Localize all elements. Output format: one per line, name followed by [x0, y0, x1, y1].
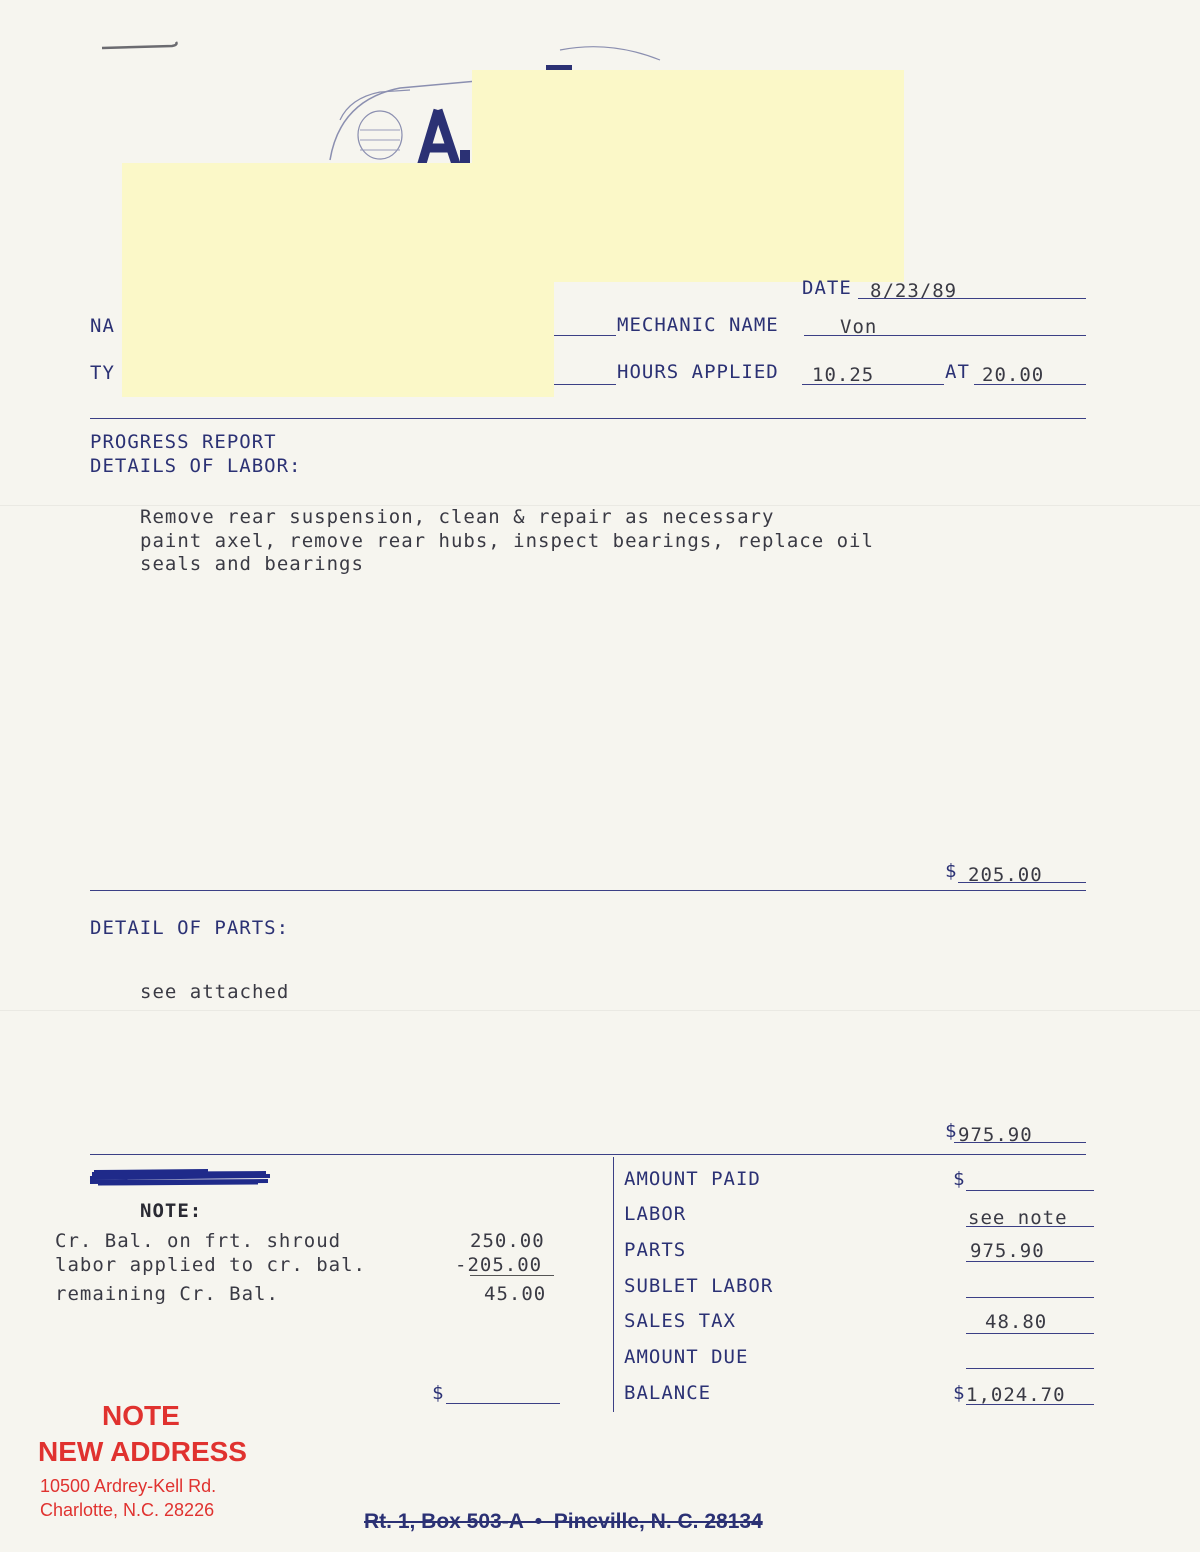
parts-currency: $ [945, 1120, 958, 1142]
mechanic-value: Von [840, 316, 878, 338]
summary-line [966, 1261, 1094, 1262]
summary-line [966, 1333, 1094, 1334]
note-desc: labor applied to cr. bal. [55, 1254, 366, 1276]
hours-value: 10.25 [812, 364, 875, 386]
section-divider [90, 1154, 1086, 1155]
summary-label: SALES TAX [624, 1310, 736, 1332]
summary-line [966, 1297, 1094, 1298]
note-amount: 250.00 [470, 1230, 545, 1252]
summary-line [966, 1226, 1094, 1227]
summary-line [966, 1190, 1094, 1191]
summary-label: AMOUNT DUE [624, 1346, 749, 1368]
summary-value: 48.80 [985, 1311, 1048, 1333]
note-currency: $ [432, 1382, 445, 1404]
labor-total-line [958, 882, 1086, 883]
type-label: TY [90, 362, 115, 384]
parts-total-line [954, 1142, 1086, 1143]
note-desc: Cr. Bal. on frt. shroud [55, 1230, 342, 1252]
summary-label: BALANCE [624, 1382, 712, 1404]
note-title: NOTE: [140, 1200, 203, 1222]
stamp-street: 10500 Ardrey-Kell Rd. [40, 1476, 217, 1496]
note-amount: 45.00 [484, 1283, 547, 1305]
date-value: 8/23/89 [870, 280, 958, 302]
name-label: NA [90, 315, 115, 337]
labor-details-heading: DETAILS OF LABOR: [90, 455, 302, 477]
summary-label: LABOR [624, 1203, 687, 1225]
stamp-city: Charlotte, N.C. 28226 [40, 1500, 215, 1520]
stamp-new-address: NEW ADDRESS [38, 1436, 247, 1467]
mechanic-line [804, 335, 1086, 336]
fold-line [0, 1010, 1200, 1011]
footer-address: Rt. 1, Box 503-A • Pineville, N. C. 28134 [364, 1510, 763, 1533]
date-line [858, 298, 1086, 299]
mechanic-label: MECHANIC NAME [617, 314, 779, 336]
summary-value: 975.90 [970, 1240, 1045, 1262]
summary-currency: $ [953, 1168, 966, 1190]
note-total-line [446, 1403, 560, 1404]
progress-report-heading: PROGRESS REPORT [90, 431, 277, 453]
summary-label: SUBLET LABOR [624, 1275, 774, 1297]
parts-total: 975.90 [958, 1124, 1033, 1146]
summary-label: PARTS [624, 1239, 687, 1261]
summary-line [966, 1404, 1094, 1405]
labor-line: Remove rear suspension, clean & repair as necessary [140, 506, 775, 528]
summary-currency: $ [953, 1382, 966, 1404]
parts-heading: DETAIL OF PARTS: [90, 917, 290, 939]
summary-divider [613, 1157, 614, 1412]
redaction-scribble [88, 1168, 274, 1188]
date-label: DATE [802, 277, 852, 299]
sticky-note-left [122, 163, 554, 397]
note-amount: -205.00 [455, 1254, 543, 1276]
stamp-note: NOTE [102, 1400, 180, 1431]
labor-line: seals and bearings [140, 553, 364, 575]
labor-currency: $ [945, 860, 958, 882]
note-desc: remaining Cr. Bal. [55, 1283, 279, 1305]
summary-value: 1,024.70 [966, 1384, 1066, 1406]
hours-line [802, 384, 944, 385]
type-line [554, 384, 616, 385]
hours-label: HOURS APPLIED [617, 361, 779, 383]
parts-text: see attached [140, 981, 290, 1003]
at-value: 20.00 [982, 364, 1045, 386]
labor-line: paint axel, remove rear hubs, inspect bearings, replace oil [140, 530, 874, 552]
summary-value: see note [968, 1207, 1068, 1229]
section-divider [90, 890, 1086, 891]
note-sum-line [470, 1275, 554, 1276]
at-label: AT [945, 361, 970, 383]
at-line [974, 384, 1086, 385]
section-divider [90, 418, 1086, 419]
summary-line [966, 1368, 1094, 1369]
summary-label: AMOUNT PAID [624, 1168, 761, 1190]
name-line [554, 335, 616, 336]
staple-mark [98, 38, 182, 54]
labor-total: 205.00 [968, 864, 1043, 886]
